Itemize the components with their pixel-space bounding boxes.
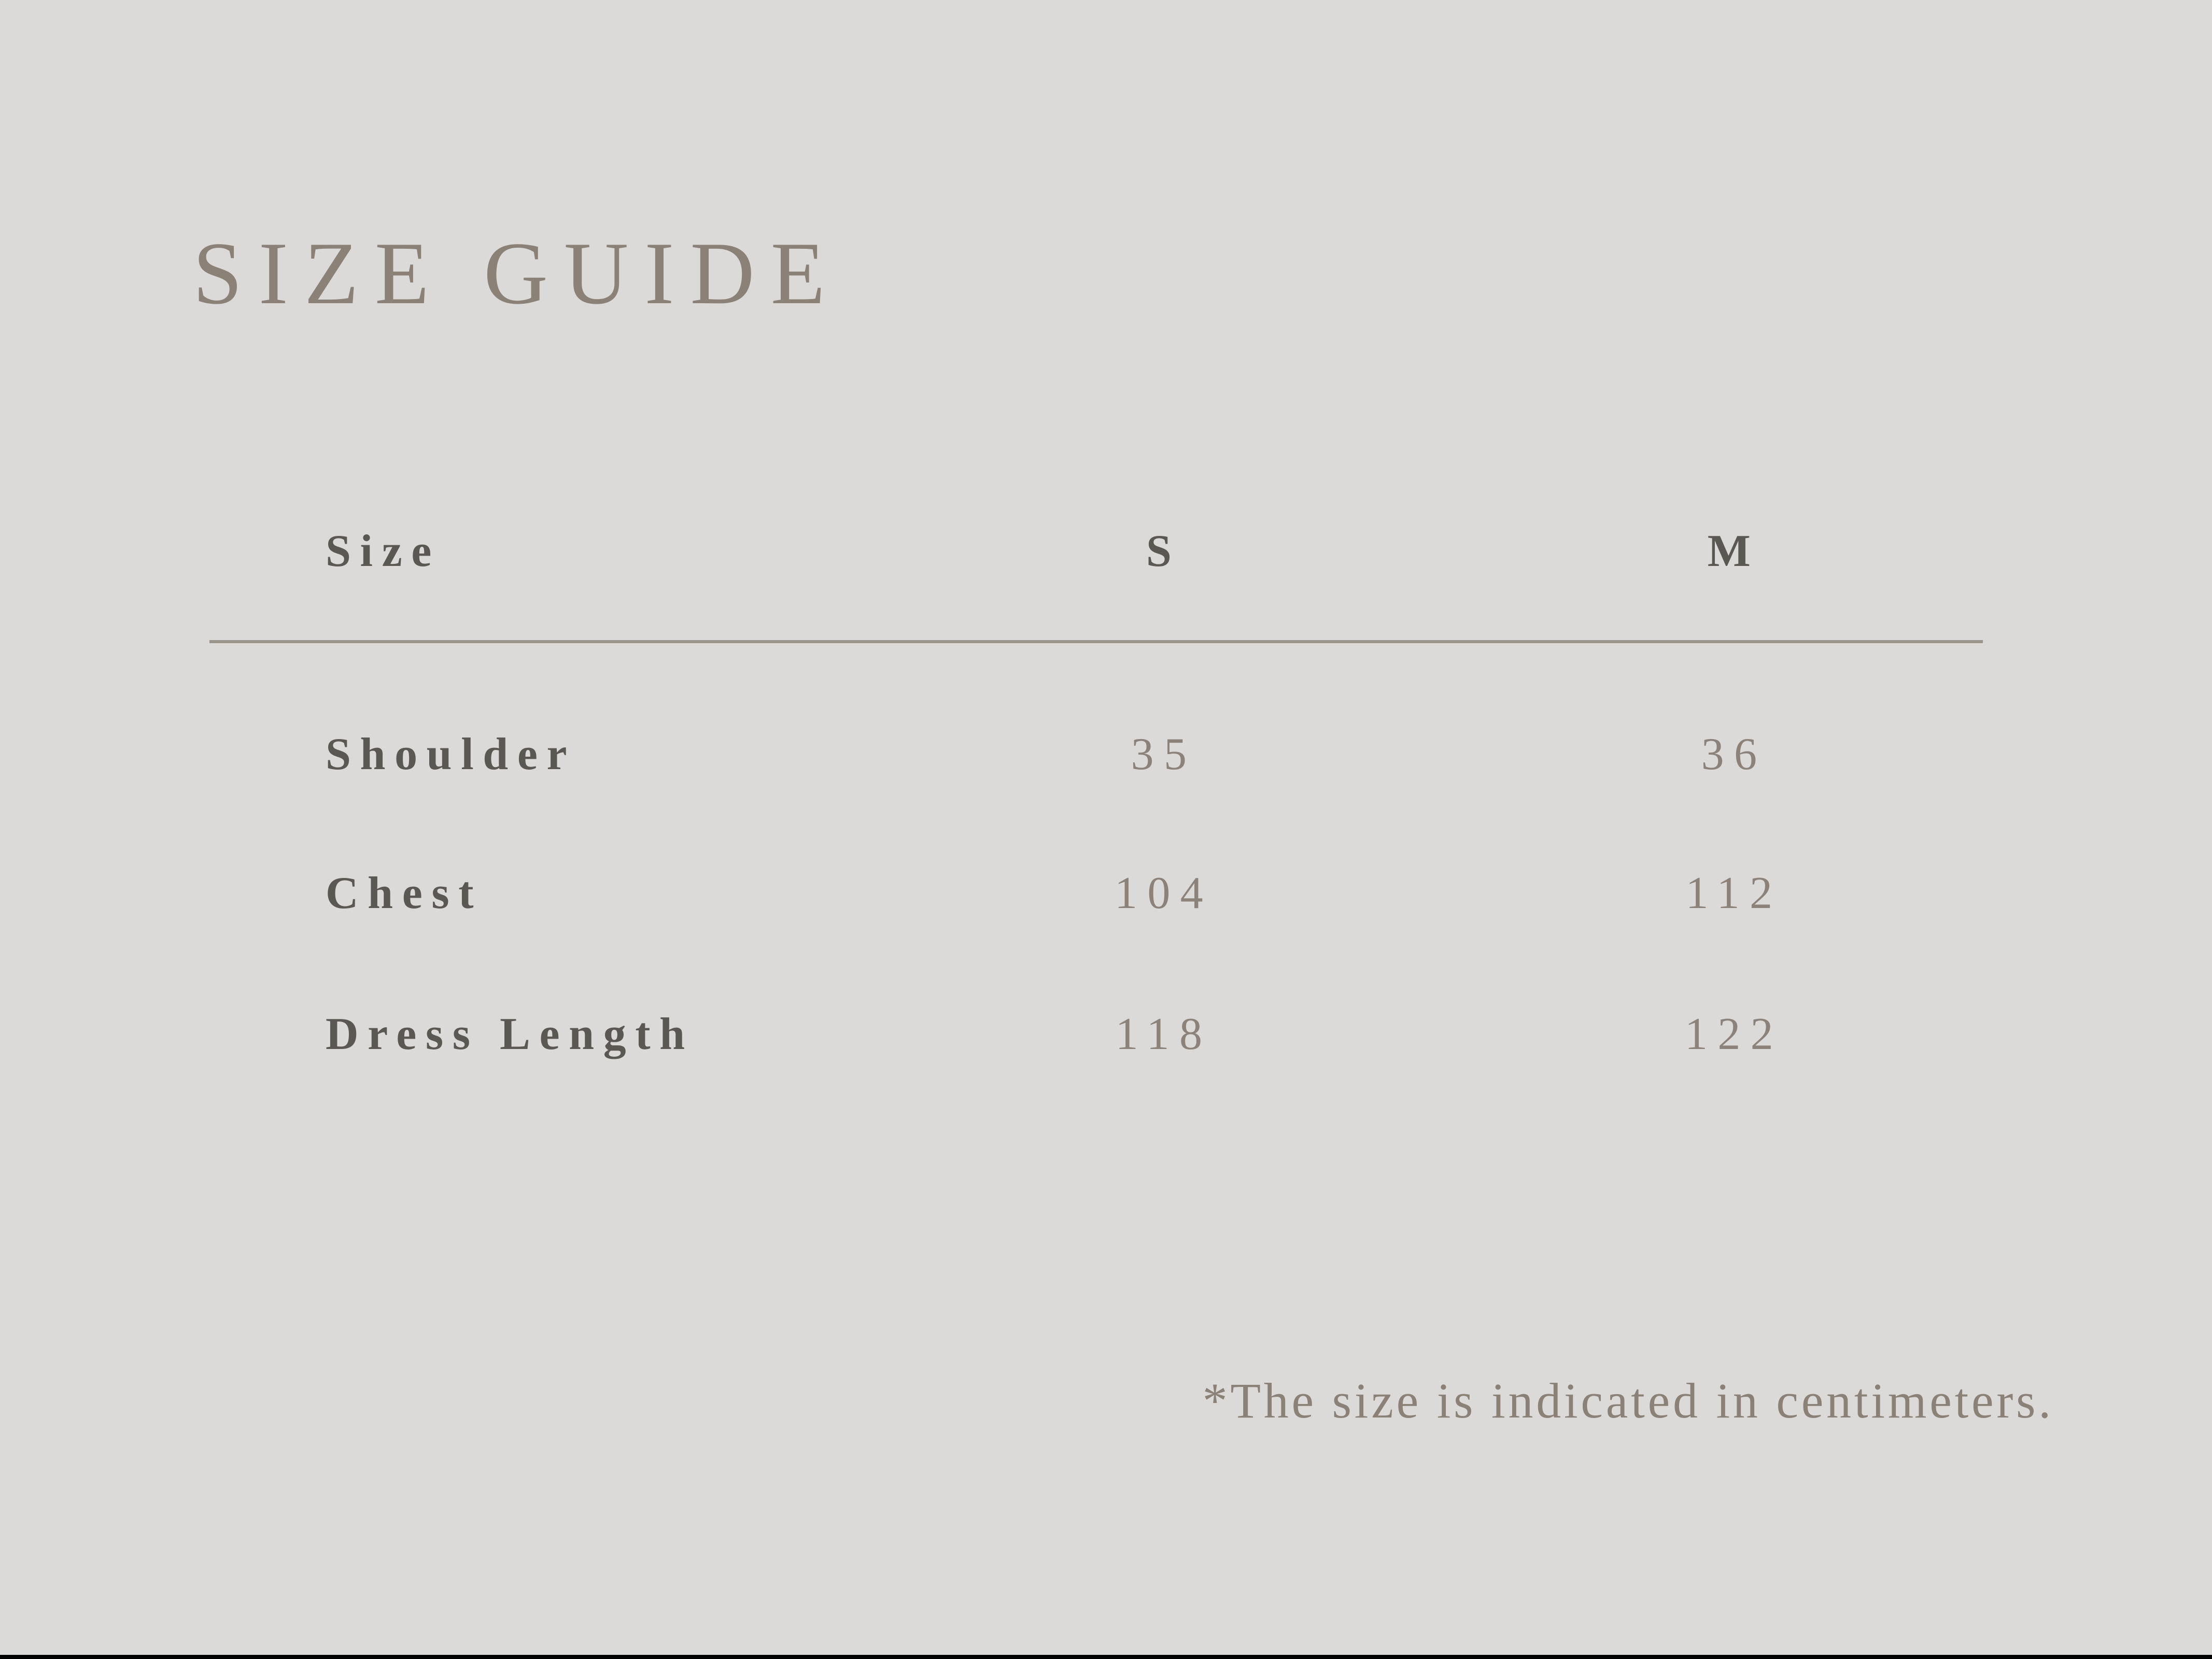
dress-length-value-m: 122 [1684, 1009, 1784, 1059]
chest-value-s: 104 [1114, 868, 1214, 918]
chest-value-m: 112 [1685, 868, 1783, 918]
units-footnote: *The size is indicated in centimeters. [1202, 1373, 2054, 1428]
table-divider [209, 640, 1983, 643]
row-label-shoulder: Shoulder [326, 729, 576, 779]
column-header-s: S [1146, 526, 1182, 576]
table-row [0, 868, 2212, 938]
row-label-dress-length: Dress Length [326, 1009, 694, 1059]
shoulder-value-s: 35 [1131, 729, 1197, 779]
table-row [0, 1009, 2212, 1079]
column-header-m: M [1707, 526, 1761, 576]
dress-length-value-s: 118 [1115, 1009, 1213, 1059]
row-label-chest: Chest [326, 868, 483, 918]
table-header-row [0, 526, 2212, 596]
page-title: SIZE GUIDE [193, 224, 841, 323]
shoulder-value-m: 36 [1701, 729, 1767, 779]
bottom-black-bar [0, 1655, 2212, 1659]
column-header-size: Size [326, 526, 441, 576]
table-row [0, 729, 2212, 799]
